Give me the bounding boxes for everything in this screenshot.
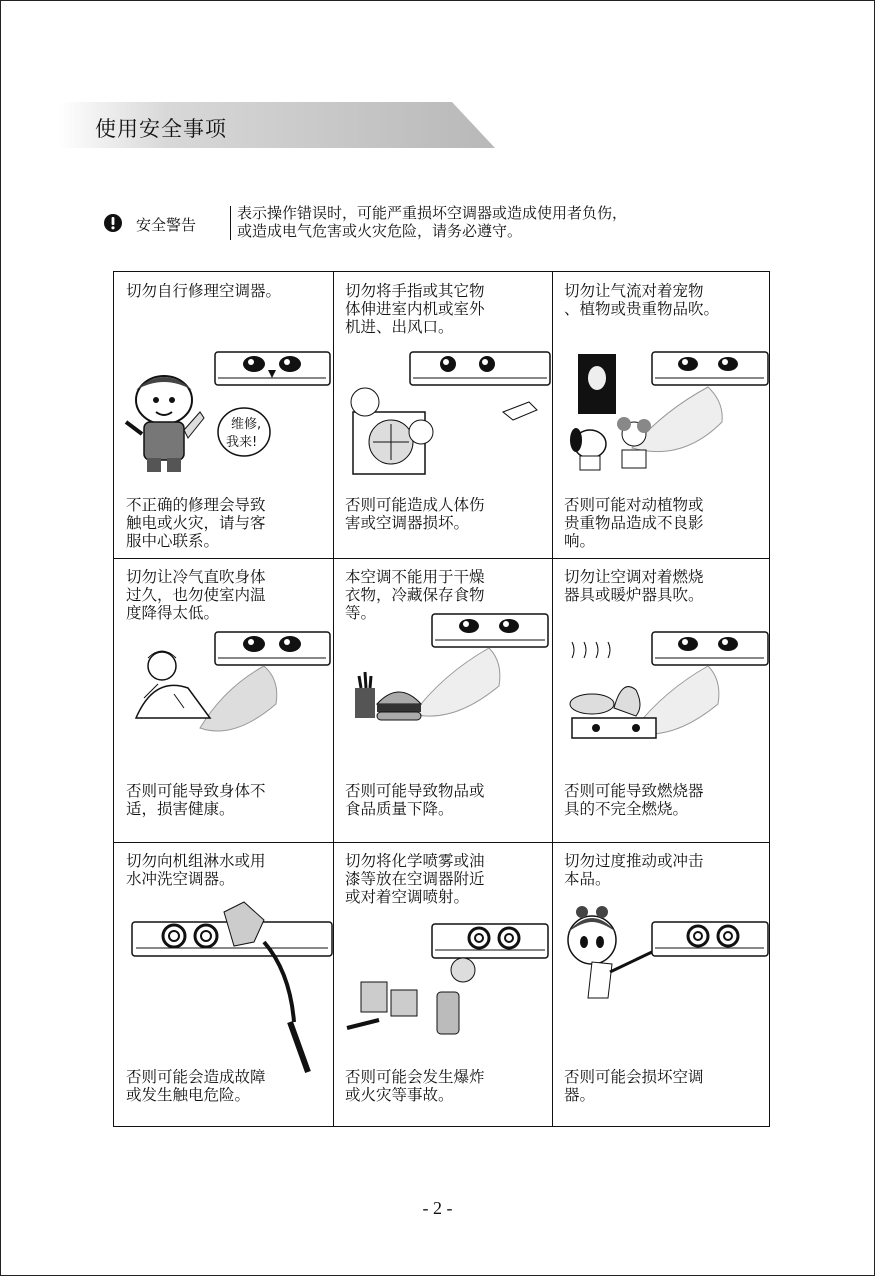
cold-person-icon [136, 651, 210, 718]
warning-consequence: 否则可能会造成故障 或发生触电危险。 [126, 1068, 266, 1104]
safety-cell-repair [114, 272, 333, 558]
safety-cell-cold-air [114, 558, 333, 842]
girl-kicking-icon [568, 906, 652, 998]
warning-title: 切勿让气流对着宠物 、植物或贵重物品吹。 [564, 282, 720, 318]
stove-icon [570, 687, 656, 738]
dog-icon [570, 428, 606, 470]
speech-bubble [218, 408, 270, 456]
hand-icon [503, 402, 537, 420]
mechanic-figure [126, 376, 204, 472]
spray-can-icon [437, 958, 475, 1034]
svg-text:维修,: 维修, [231, 417, 262, 432]
warning-consequence: 否则可能会发生爆炸 或火灾等事故。 [345, 1068, 485, 1104]
svg-text:我来!: 我来! [226, 435, 258, 450]
warning-divider [230, 206, 231, 240]
warning-consequence: 否则可能对动植物或 贵重物品造成不良影 响。 [564, 496, 704, 550]
safety-cell-fingers [333, 272, 552, 558]
warning-consequence: 否则可能会损坏空调 器。 [564, 1068, 704, 1104]
warning-title: 切勿自行修理空调器。 [126, 282, 282, 300]
page-title: 使用安全事项 [95, 117, 227, 141]
fries-icon [355, 672, 375, 718]
warning-text: 表示操作错误时，可能严重损坏空调器或造成使用者负伤， 或造成电气危害或火灾危险，请务必遵守。 [237, 204, 628, 240]
safety-cell-chemicals [333, 842, 552, 1128]
warning-title: 切勿将化学喷雾或油 漆等放在空调器附近 或对着空调喷射。 [345, 852, 485, 906]
safety-cell-pets [552, 272, 771, 558]
warning-consequence: 不正确的修理会导致 触电或火灾，请与客 服中心联系。 [126, 496, 266, 550]
warning-consequence: 否则可能导致身体不 适，损害健康。 [126, 782, 266, 818]
safety-grid [113, 271, 770, 1127]
heat-waves-icon [572, 642, 610, 658]
page-number: - 2 - [422, 1198, 453, 1218]
paint-cans-icon [347, 982, 417, 1028]
ac-unit-icon [410, 352, 550, 385]
warning-title: 本空调不能用于干燥 衣物，冷藏保存食物 等。 [345, 568, 485, 622]
warning-consequence: 否则可能导致燃烧器 具的不完全燃烧。 [564, 782, 704, 818]
warning-consequence: 否则可能造成人体伤 害或空调器损坏。 [345, 496, 485, 532]
safety-cell-drying [333, 558, 552, 842]
warning-title: 切勿将手指或其它物 体伸进室内机或室外 机进、出风口。 [345, 282, 485, 336]
ac-unit-icon [652, 352, 768, 385]
exclamation-icon [104, 214, 122, 232]
warning-title: 切勿过度推动或冲击 本品。 [564, 852, 704, 888]
safety-cell-heater [552, 558, 771, 842]
ac-unit-icon [432, 924, 548, 958]
warning-title: 切勿让冷气直吹身体 过久，也勿使室内温 度降得太低。 [126, 568, 266, 622]
airflow-icon [200, 666, 277, 731]
burger-icon [377, 692, 421, 720]
ac-unit-icon [215, 632, 330, 665]
airflow-icon [413, 648, 500, 716]
ac-unit-icon [652, 922, 768, 956]
outdoor-unit-icon [351, 388, 433, 474]
ac-unit-icon [215, 352, 330, 385]
ac-unit-icon [652, 632, 768, 665]
warning-title: 切勿向机组淋水或用 水冲洗空调器。 [126, 852, 266, 888]
warning-title: 切勿让空调对着燃烧 器具或暖炉器具吹。 [564, 568, 704, 604]
warning-label: 安全警告 [136, 216, 197, 234]
warning-consequence: 否则可能导致物品或 食品质量下降。 [345, 782, 485, 818]
safety-cell-impact [552, 842, 771, 1128]
safety-cell-water [114, 842, 333, 1128]
